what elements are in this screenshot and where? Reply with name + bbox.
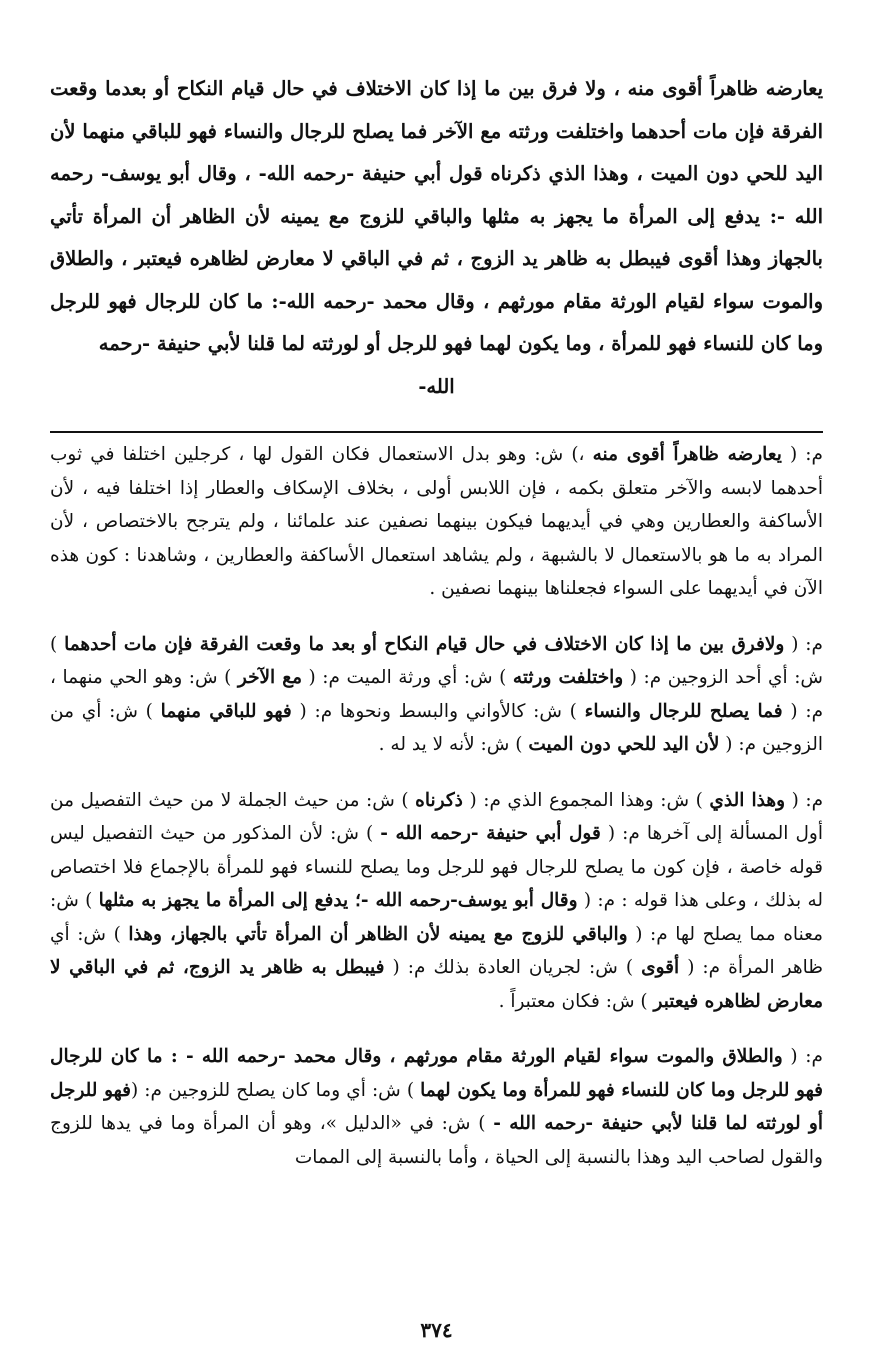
commentary-text: ) ش: أي من الزوجين م: (: [50, 700, 823, 755]
quoted-matn: يعارضه ظاهراً أقوى منه: [592, 444, 782, 465]
commentary-text: ،) ش: وهو بدل الاستعمال فكان القول لها ، كرجلين اختلفا في ثوب أحدهما لابسه والآخر متعلق بكمه ، فإن اللابس أولى ، بخلاف الإسكاف والعطار إذا اختلفا فيه ، لأن الأساكفة والعطارين وهي في أيديهما فيكون بينهما نصفين عند علمائنا ، ولم يترجح بالاختصاص ، لأن المراد به ما هو بالاستعمال لا بالشبهة ، ولم يشاهد استعمال الأساكفة والعطارين ، وشاهدنا : كون هذه الآن في أيديهما على السواء فجعلناها بينهما نصفين .: [50, 444, 823, 599]
commentary-text: ) ش: في «الدليل »، وهو أن المرأة وما في يدها للزوج والقول لصاحب اليد وهذا بالنسبة إلى الحياة ، وأما بالنسبة إلى الممات: [50, 1113, 823, 1168]
quoted-matn: لأن اليد للحي دون الميت: [528, 734, 720, 755]
commentary-text: ) ش: معناه مما يصلح لها م: (: [50, 890, 823, 945]
main-text-body: يعارضه ظاهراً أقوى منه ، ولا فرق بين ما إذا كان الاختلاف في حال قيام النكاح أو بعدما وقعت الفرقة فإن مات أحدهما واختلفت ورثته مع الآخر فما يصلح للرجال والنساء فهو للباقي منهما لأن اليد للحي دون الميت ، وهذا الذي ذكرناه قول أبي حنيفة -رحمه الله- ، وقال أبو يوسف- رحمه الله -: يدفع إلى المرأة ما يجهز به مثلها والباقي للزوج مع يمينه لأن الظاهر أن المرأة تأتي بالجهاز وهذا أقوى فيبطل به ظاهر يد الزوج ، ثم في الباقي لا معارض لظاهره فيعتبر ، والطلاق والموت سواء لقيام الورثة مقام مورثهم ، وقال محمد -رحمه الله-: ما كان للرجال فهو للرجل وما كان للنساء فهو للمرأة ، وما يكون لهما فهو للرجل أو لورثته لما قلنا لأبي حنيفة -رحمه: [50, 77, 823, 355]
quoted-matn: فهو للباقي منهما: [160, 700, 292, 722]
main-text-block: [50, 68, 823, 408]
main-text-last-line: الله-: [418, 374, 455, 398]
quoted-matn: والطلاق والموت سواء لقيام الورثة مقام مورثهم ، وقال محمد -رحمه الله - : ما كان للرجال فهو للرجل وما كان للنساء فهو للمرأة وما يكون لهما: [50, 1046, 823, 1101]
commentary-block: [50, 438, 823, 1196]
quoted-matn: والباقي للزوج مع يمينه لأن الظاهر أن المرأة تأتي بالجهاز، وهذا: [128, 923, 628, 945]
quoted-matn: أقوى: [641, 957, 680, 978]
commentary-text: ) ش: فكان معتبراً .: [498, 990, 654, 1012]
quoted-matn: وهذا الذي: [709, 789, 786, 811]
quoted-matn: قول أبي حنيفة -رحمه الله -: [380, 823, 601, 844]
quoted-matn: فما يصلح للرجال والنساء: [584, 700, 783, 722]
quoted-matn: ذكرناه: [415, 789, 463, 811]
separator-rule: [50, 431, 823, 433]
commentary-paragraph: [50, 784, 823, 1019]
quoted-matn: فهو للرجل أو لورثته لما قلنا لأبي حنيفة -رحمه الله -: [50, 1079, 823, 1134]
commentary-text: ) ش: وهو الحي منهما ، م: (: [50, 667, 824, 722]
commentary-text: ) ش: أي أحد الزوجين م: (: [50, 633, 824, 688]
commentary-text: م: (: [784, 633, 823, 655]
commentary-text: ) ش: أي ورثة الميت م: (: [302, 667, 513, 688]
commentary-text: ) ش: وهذا المجموع الذي م: (: [462, 789, 710, 811]
commentary-paragraph: [50, 628, 823, 762]
commentary-paragraph: [50, 438, 823, 606]
quoted-matn: ولافرق بين ما إذا كان الاختلاف في حال قيام النكاح أو بعد ما وقعت الفرقة فإن مات أحدهما: [64, 633, 785, 655]
quoted-matn: وقال أبو يوسف-رحمه الله -؛ يدفع إلى المرأة ما يجهز به مثلها: [98, 890, 578, 911]
commentary-text: م: (: [785, 789, 824, 811]
commentary-text: ) ش: لأنه لا يد له .: [378, 734, 529, 755]
commentary-text: م: (: [782, 1046, 823, 1067]
quoted-matn: واختلفت ورثته: [512, 667, 624, 688]
commentary-text: ) ش: أي وما كان يصلح للزوجين م: (: [131, 1079, 421, 1101]
commentary-text: ) ش: لجريان العادة بذلك م: (: [384, 957, 642, 978]
commentary-paragraph: [50, 1040, 823, 1174]
commentary-text: ) ش: من حيث الجملة لا من حيث التفصيل من أول المسألة إلى آخرها م: (: [50, 789, 823, 844]
commentary-text: ) ش: كالأواني والبسط ونحوها م: (: [291, 700, 585, 722]
quoted-matn: فيبطل به ظاهر يد الزوج، ثم في الباقي لا معارض لظاهره فيعتبر: [50, 957, 823, 1012]
quoted-matn: مع الآخر: [237, 667, 303, 688]
commentary-text: م: (: [781, 444, 823, 465]
commentary-text: ) ش: أي ظاهر المرأة م: (: [50, 923, 824, 978]
commentary-text: ) ش: لأن المذكور من حيث التفصيل ليس قوله خاصة ، فإن كون ما يصلح للرجال فهو للرجل وما يصلح للنساء فهو للمرأة بالإجماع فلا اختصاص له بذلك ، وعلى هذا قوله : م: (: [50, 823, 823, 911]
page-number: ٣٧٤: [420, 1318, 453, 1342]
